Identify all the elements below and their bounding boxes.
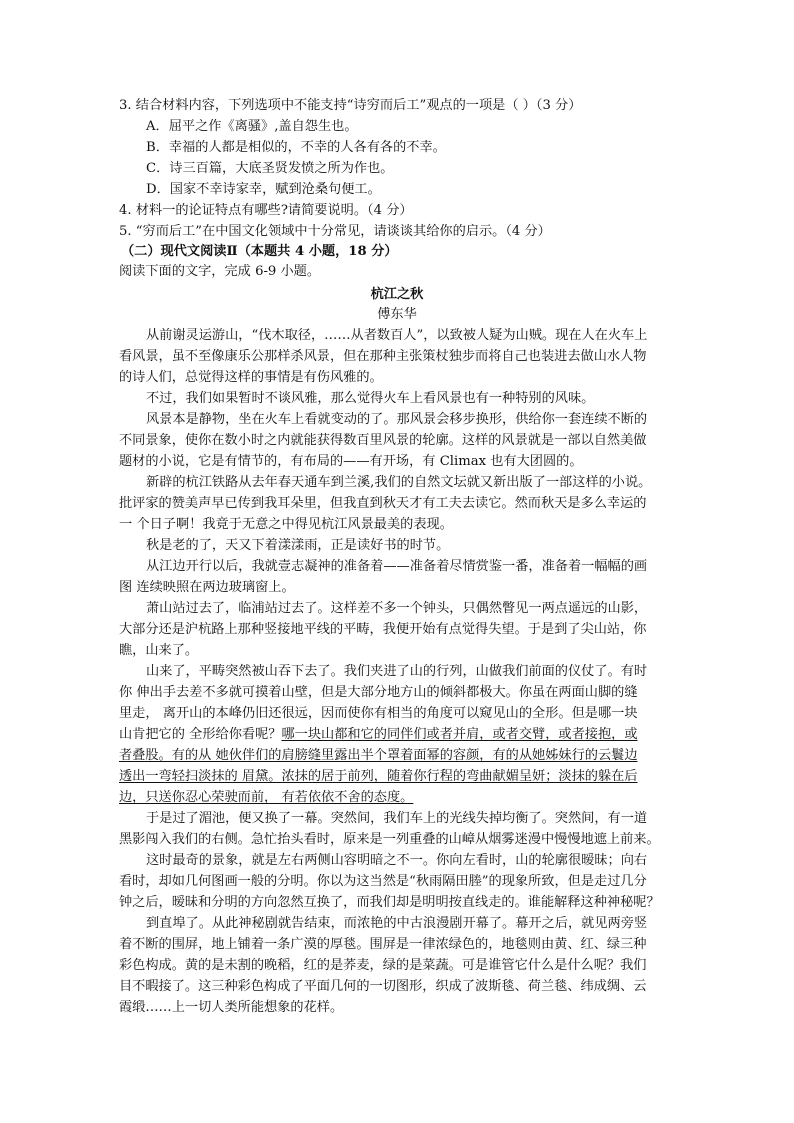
question-4: 4. 材料一的论证特点有哪些?请简要说明。（4 分） [119,203,413,218]
article-line: 批评家的赞美声早已传到我耳朵里，但我直到秋天才有工夫去读它。然而秋天是多么幸运的 [119,496,647,511]
article-line: 不同景象，使你在数小时之内就能获得数百里风景的轮廓。这样的风景就是一部以自然美做 [119,433,647,448]
article-line: 从江边开行以后，我就壹志凝神的准备着——准备着尽情赏鉴一番，准备着一幅幅的画 [146,559,648,574]
question-3: 3. 结合材料内容，下列选项中不能支持“诗穷而后工”观点的一项是（ ）（3 分） [119,98,582,113]
article-line: 里走， 离开山的本峰仍旧还很远，因而使你有相当的角度可以窥见山的全形。但是哪一块 [119,706,638,721]
article-line: 不过，我们如果暂时不谈风雅，那么觉得火车上看风景也有一种特别的风味。 [146,391,595,406]
article-author: 傅东华 [377,307,417,322]
underlined-passage: 透出一弯轻扫淡抹的 眉黛。浓抹的居于前列，随着你行程的弯曲献媚呈妍；淡抹的躲在后 [119,769,638,784]
option-c: C．诗三百篇，大底圣贤发愤之所为作也。 [146,161,394,176]
article-line-mixed [119,725,638,745]
underlined-passage: 哪一块山都和它的同伴们或者并肩，或者交臂，或者接抱，或 [281,727,638,742]
article-line: 钟之后，暧昧和分明的方向忽然互换了，而我们却是明明按直线走的。谁能解释这种神秘呢？ [119,895,660,910]
article-line: 大部分还是沪杭路上那种竖接地平线的平畴，我便开始有点觉得失望。于是到了尖山站，你 [119,622,647,637]
article-line: 着不断的围屏，地上铺着一条广漠的厚毯。围屏是一律浓绿色的，地毯则由黄、红、绿三种 [119,937,647,952]
article-line: 黑影闯入我们的右侧。急忙抬头看时，原来是一列重叠的山嶂从烟雾迷漫中慢慢地遮上前来。 [119,832,660,847]
underlined-passage: 者叠股。有的从 她伙伴们的肩膀缝里露出半个罩着面幂的容颜，有的从她姊妹行的云鬟边 [119,748,638,763]
article-title: 杭江之秋 [370,287,424,302]
option-b: B．幸福的人都是相似的，不幸的人各有各的不幸。 [146,140,446,155]
article-line: 的诗人们，总觉得这样的事情是有伤风雅的。 [119,370,383,385]
article-line: 新辟的杭江铁路从去年春天通车到兰溪,我们的自然文坛就又新出版了一部这样的小说。 [146,475,652,490]
article-line: 山来了，平畴突然被山吞下去了。我们夹进了山的行列，山做我们前面的仪仗了。有时 [146,664,648,679]
article-line: 看风景，虽不至像康乐公那样杀风景，但在那种主张策杖独步而将自己也装进去做山水人物 [119,349,647,364]
article-line: 你 伸出手去差不多就可摸着山壁，但是大部分地方山的倾斜都极大。你虽在两面山脚的缝 [119,685,638,700]
option-d: D．国家不幸诗家幸，赋到沧桑句便工。 [146,182,381,197]
article-line: 风景本是静物，坐在火车上看就变动的了。那风景会移步换形，供给你一套连续不断的 [146,412,648,427]
article-line: 一 个日子啊！我竟于无意之中得见杭江风景最美的表现。 [119,517,453,532]
article-line: 这时最奇的景象，就是左右两侧山容明暗之不一。你向左看时，山的轮廓很暧昧；向右 [146,853,648,868]
question-5: 5. “穷而后工”在中国文化领域中十分常见，请谈谈其给你的启示。（4 分） [119,224,551,239]
section-heading: （二）现代文阅读Ⅱ（本题共 4 小题，18 分） [121,244,398,259]
article-line: 萧山站过去了，临浦站过去了。这样差不多一个钟头，只偶然瞥见一两点遥远的山影， [146,601,648,616]
underlined-passage: 边，只送你忍心荣驶而前， 有若依依不舍的态度。 [119,790,414,805]
article-line: 瞧，山来了。 [119,643,199,658]
article-line: 于是过了湄池，便又换了一幕。突然间，我们车上的光线失掉均衡了。突然间，有一道 [146,811,648,826]
article-line: 从前谢灵运游山，“伐木取径，……从者数百人”，以致被人疑为山贼。现在人在火车上 [146,328,648,343]
article-line: 彩色构成。黄的是未割的晚稻，红的是荞麦，绿的是菜蔬。可是谁管它什么是什么呢？我们 [119,958,647,973]
article-line: 到直埠了。从此神秘剧就告结束，而浓艳的中古浪漫剧开幕了。幕开之后，就见两旁竖 [146,916,648,931]
article-line: 题材的小说，它是有情节的，有布局的——有开场，有 Climax 也有大团圆的。 [119,454,583,469]
article-line: 图 连续映照在两边玻璃窗上。 [119,580,295,595]
section-instruction: 阅读下面的文字，完成 6-9 小题。 [119,264,321,279]
article-line: 看时，却如几何图画一般的分明。你以为这当然是“秋雨隔田塍”的现象所致，但是走过几分 [119,874,647,889]
article-line: 霞缎……上一切人类所能想象的花样。 [119,1000,344,1015]
article-line: 目不暇接了。这三种彩色构成了平面几何的一切图形，织成了波斯毯、荷兰毯、纬成绸、云 [119,979,647,994]
option-a: A．屈平之作《离骚》,盖自怨生也。 [146,119,358,134]
article-line-plain: 山肯把它的 全形给你看呢？ [119,727,282,742]
article-line: 秋是老的了，天又下着漾漾雨，正是读好书的时节。 [146,538,450,553]
